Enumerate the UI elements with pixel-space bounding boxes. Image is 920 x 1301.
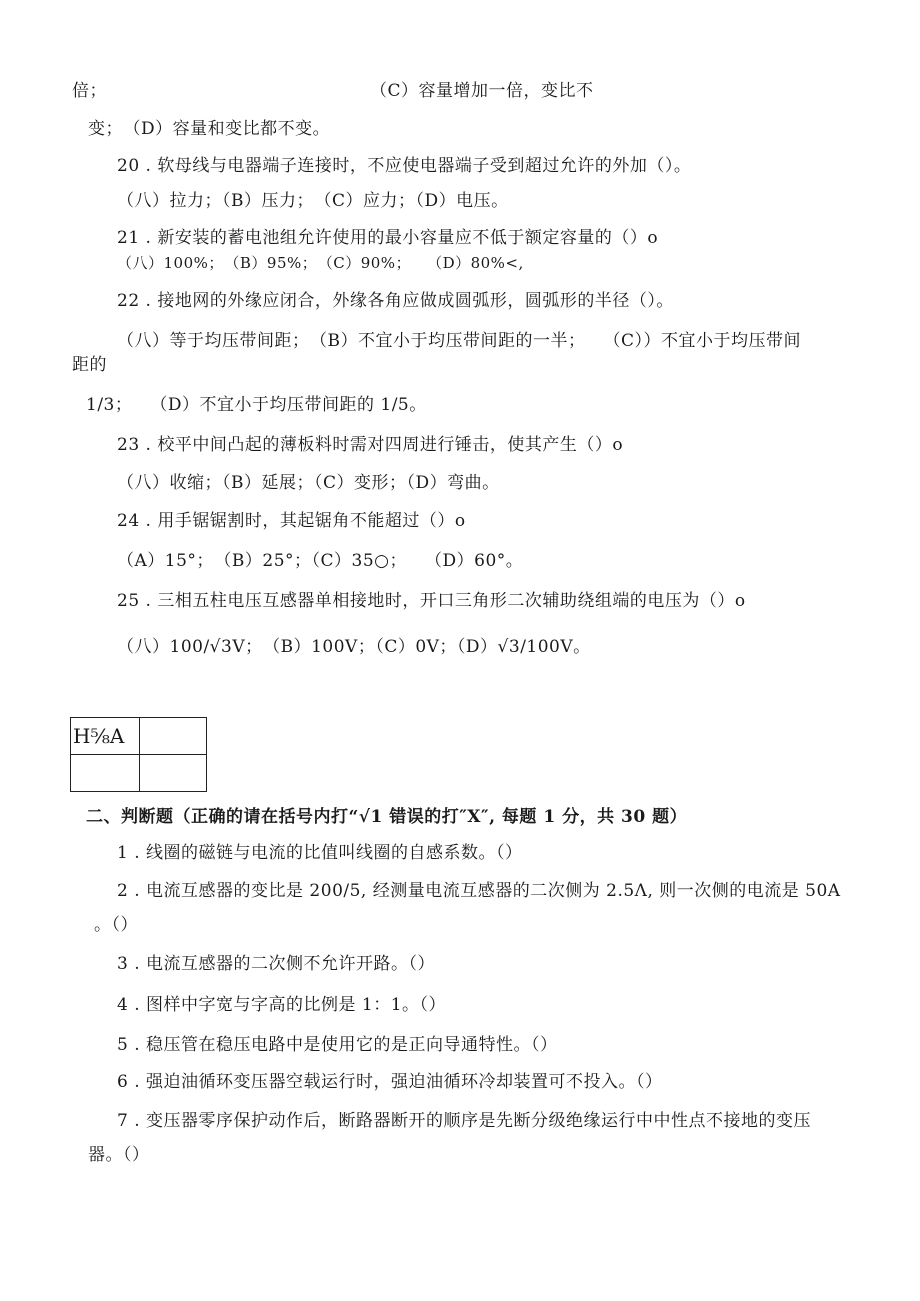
judgement-2: 2 . 电流互感器的变比是 200/5, 经测量电流互感器的二次侧为 2.5Λ, 则一次侧的电流是 50A [117, 881, 841, 901]
question-21: 21 . 新安装的蓄电池组允许使用的最小容量应不低于额定容量的（）o [117, 228, 659, 248]
score-value-cell [140, 718, 207, 755]
text-line: 倍； [72, 81, 107, 101]
question-22: 22 . 接地网的外缘应闭合，外缘各角应做成圆弧形，圆弧形的半径（）。 [117, 291, 674, 311]
options-25: （八）100/√3V； （B）100V；（C）0V；（D）√3/100V。 [117, 637, 591, 657]
text-line: 1/3； （D）不宜小于均压带间距的 1/5。 [86, 395, 427, 415]
judgement-5: 5 . 稳压管在稳压电路中是使用它的是正向导通特性。（） [117, 1035, 558, 1055]
text-line: 。（） [94, 915, 138, 935]
question-25: 25 . 三相五柱电压互感器单相接地时，开口三角形二次辅助绕组端的电压为（）o [117, 591, 746, 611]
options-21: （八）100%； （B）95%； （C）90%； （D）80%<, [117, 254, 524, 272]
text-line: （C）容量增加一倍，变比不 [370, 81, 594, 101]
judgement-3: 3 . 电流互感器的二次侧不允许开路。（） [117, 954, 436, 974]
question-24: 24 . 用手锯锯割时，其起锯角不能超过（）o [117, 511, 466, 531]
judgement-1: 1 . 线圈的磁链与电流的比值叫线圈的自感系数。（） [117, 843, 523, 863]
judgement-6: 6 . 强迫油循环变压器空载运行时，强迫油循环冷却装置可不投入。（） [117, 1072, 663, 1092]
options-20: （八）拉力；（B）压力； （C）应力；（D）电压。 [117, 191, 509, 211]
judgement-4: 4 . 图样中字宽与字高的比例是 1：1。（） [117, 995, 447, 1015]
options-24: （A）15°； （B）25°；（C）35○； （D）60°。 [117, 551, 524, 571]
judgement-7: 7 . 变压器零序保护动作后，断路器断开的顺序是先断分级绝缘运行中中性点不接地的变压 [117, 1111, 812, 1131]
score-table [70, 717, 207, 792]
text-line: 距的 [72, 355, 107, 375]
text-line: 器。（） [88, 1145, 150, 1165]
options-22: （八）等于均压带间距； （B）不宜小于均压带间距的一半； （C））不宜小于均压带间 [117, 331, 801, 351]
question-23: 23 . 校平中间凸起的薄板料时需对四周进行锤击，使其产生（）o [117, 435, 624, 455]
score-empty-cell [71, 755, 140, 792]
options-23: （八）收缩；（B）延展；（C）变形；（D）弯曲。 [117, 473, 500, 493]
score-empty-cell [140, 755, 207, 792]
text-line: 变； （D）容量和变比都不变。 [88, 119, 331, 139]
section-heading: 二、判断题（正确的请在括号内打“√1 错误的打″X″, 每题 1 分，共 30 题） [86, 807, 688, 827]
score-label-cell: H⅝A [71, 718, 140, 755]
question-20: 20 . 软母线与电器端子连接时，不应使电器端子受到超过允许的外加（）。 [117, 156, 692, 176]
